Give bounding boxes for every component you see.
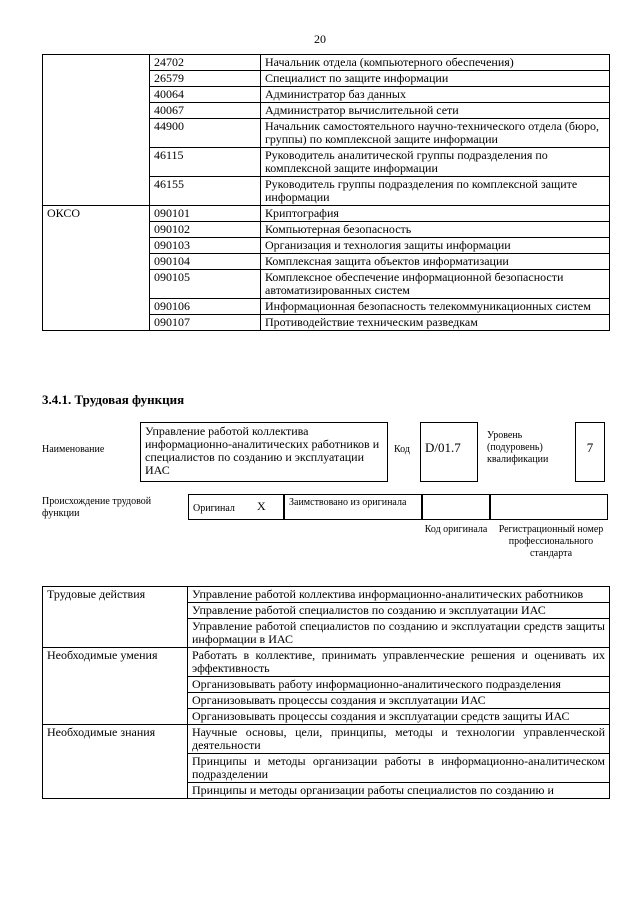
code-cell: 44900 <box>150 119 261 148</box>
code-field: D/01.7 <box>420 422 478 482</box>
name-cell: Начальник отдела (компьютерного обеспечения) <box>261 55 610 71</box>
table-row <box>43 206 610 222</box>
code-cell: 090102 <box>150 222 261 238</box>
group-cell <box>43 55 150 206</box>
original-code-cell <box>422 494 490 520</box>
reg-number-cell <box>490 494 608 520</box>
code-cell: 40064 <box>150 87 261 103</box>
code-caption: Код оригинала <box>424 524 488 535</box>
codes-table <box>42 54 610 331</box>
item-cell: Управление работой специалистов по созданию и эксплуатации ИАС <box>188 603 610 619</box>
origin-label: Происхождение трудовой функции <box>42 496 152 519</box>
item-cell: Принципы и методы организации работы специалистов по созданию и <box>188 783 610 799</box>
reg-caption: Регистрационный номер профессионального стандарта <box>498 524 604 559</box>
item-cell: Организовывать процессы создания и эксплуатации средств защиты ИАС <box>188 709 610 725</box>
name-cell: Руководитель группы подразделения по комплексной защите информации <box>261 177 610 206</box>
name-cell: Администратор вычислительной сети <box>261 103 610 119</box>
item-cell: Принципы и методы организации работы в информационно-аналитическом подразделении <box>188 754 610 783</box>
section-heading: 3.4.1. Трудовая функция <box>42 392 185 407</box>
code-cell: 090106 <box>150 299 261 315</box>
page-number: 20 <box>314 32 326 46</box>
name-cell: Комплексное обеспечение информационной безопасности автоматизированных систем <box>261 270 610 299</box>
original-cell <box>188 494 284 520</box>
item-cell: Управление работой коллектива информационно-аналитических работников <box>188 587 610 603</box>
original-label: Оригинал <box>193 503 235 514</box>
item-cell: Организовывать процессы создания и эксплуатации ИАС <box>188 693 610 709</box>
name-cell: Администратор баз данных <box>261 87 610 103</box>
item-cell: Организовывать работу информационно-аналитического подразделения <box>188 677 610 693</box>
group-cell: Трудовые действия <box>43 587 188 648</box>
code-label: Код <box>394 444 410 455</box>
function-name-field: Управление работой коллектива информационно-аналитических работников и специалистов по созданию и эксплуатации ИАС <box>140 422 388 482</box>
code-cell: 090105 <box>150 270 261 299</box>
table-row <box>43 725 610 754</box>
function-table <box>42 586 610 799</box>
table-row <box>43 648 610 677</box>
code-cell: 40067 <box>150 103 261 119</box>
name-cell: Начальник самостоятельного научно-технического отдела (бюро, группы) по комплексной защите информации <box>261 119 610 148</box>
code-cell: 090104 <box>150 254 261 270</box>
name-cell: Информационная безопасность телекоммуникационных систем <box>261 299 610 315</box>
group-cell: ОКСО <box>43 206 150 331</box>
name-cell: Компьютерная безопасность <box>261 222 610 238</box>
original-mark: X <box>257 499 266 513</box>
group-cell: Необходимые умения <box>43 648 188 725</box>
code-cell: 090101 <box>150 206 261 222</box>
level-field: 7 <box>575 422 605 482</box>
code-cell: 24702 <box>150 55 261 71</box>
code-cell: 46115 <box>150 148 261 177</box>
table-row <box>43 55 610 71</box>
name-cell: Криптография <box>261 206 610 222</box>
code-cell: 46155 <box>150 177 261 206</box>
borrowed-cell: Заимствовано из оригинала <box>284 494 422 520</box>
code-cell: 26579 <box>150 71 261 87</box>
group-cell: Необходимые знания <box>43 725 188 799</box>
item-cell: Научные основы, цели, принципы, методы и технологии управленческой деятельности <box>188 725 610 754</box>
level-label: Уровень (подуровень) квалификации <box>487 430 549 465</box>
name-cell: Руководитель аналитической группы подразделения по комплексной защите информации <box>261 148 610 177</box>
name-cell: Организация и технология защиты информации <box>261 238 610 254</box>
code-cell: 090107 <box>150 315 261 331</box>
name-cell: Противодействие техническим разведкам <box>261 315 610 331</box>
item-cell: Управление работой специалистов по созданию и эксплуатации средств защиты информации в ИАС <box>188 619 610 648</box>
name-cell: Специалист по защите информации <box>261 71 610 87</box>
table-row <box>43 587 610 603</box>
code-cell: 090103 <box>150 238 261 254</box>
name-label: Наименование <box>42 444 105 455</box>
name-cell: Комплексная защита объектов информатизации <box>261 254 610 270</box>
item-cell: Работать в коллективе, принимать управленческие решения и оценивать их эффективность <box>188 648 610 677</box>
